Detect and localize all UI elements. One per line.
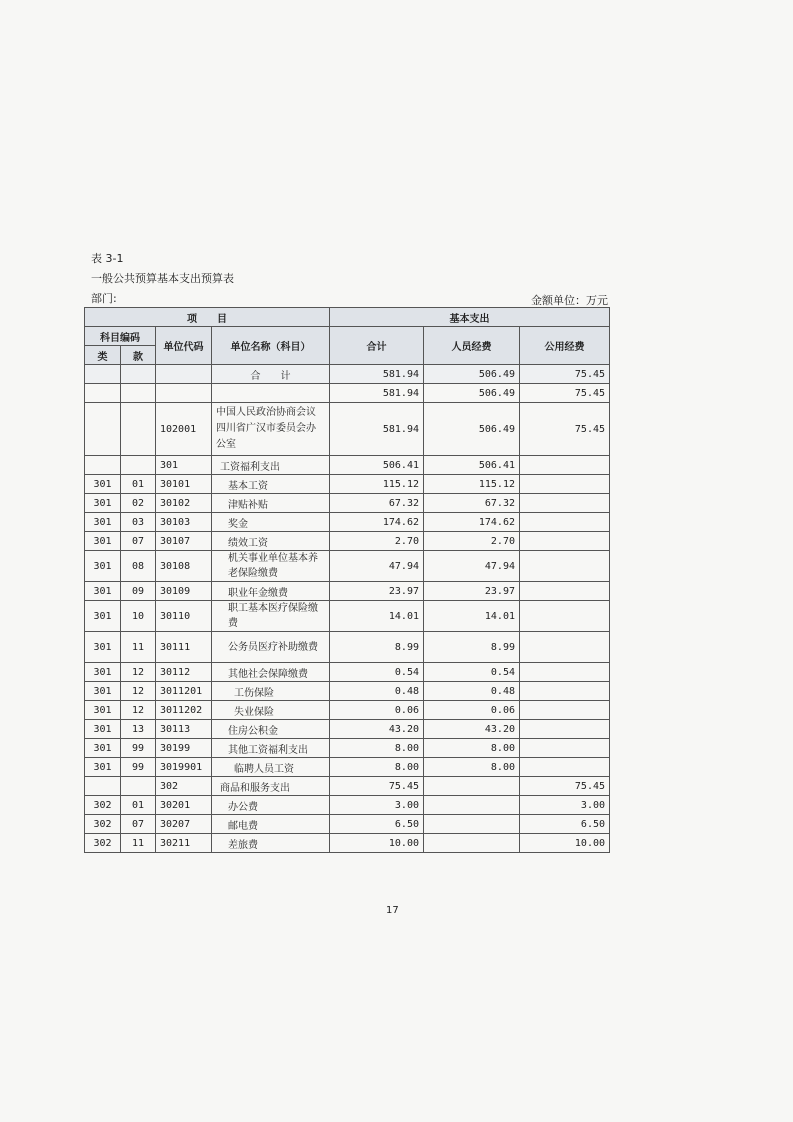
- cell-lei: 301: [85, 720, 121, 739]
- table-row: [85, 475, 610, 494]
- table-row: [85, 384, 610, 403]
- table-row: [85, 663, 610, 682]
- cell-lei: 301: [85, 551, 121, 582]
- cell-total: 43.20: [330, 720, 424, 739]
- cell-code: 30107: [156, 532, 212, 551]
- header-public: 公用经费: [520, 327, 610, 365]
- cell-personnel: 47.94: [424, 551, 520, 582]
- table-row: [85, 365, 610, 384]
- cell-total: 8.99: [330, 632, 424, 663]
- cell-name: 失业保险: [212, 701, 330, 720]
- cell-code: 30101: [156, 475, 212, 494]
- table-row: [85, 682, 610, 701]
- cell-code: 301: [156, 456, 212, 475]
- table-row: [85, 834, 610, 853]
- cell-kuan: [121, 777, 156, 796]
- cell-name: 其他工资福利支出: [212, 739, 330, 758]
- cell-public: 75.45: [520, 384, 610, 403]
- cell-kuan: 02: [121, 494, 156, 513]
- cell-name: 职业年金缴费: [212, 582, 330, 601]
- cell-code: [156, 384, 212, 403]
- header-subject-code: 科目编码: [85, 327, 156, 346]
- cell-total: 67.32: [330, 494, 424, 513]
- cell-code: 30102: [156, 494, 212, 513]
- cell-public: 6.50: [520, 815, 610, 834]
- table-row: [85, 582, 610, 601]
- cell-personnel: [424, 796, 520, 815]
- cell-code: 302: [156, 777, 212, 796]
- cell-lei: 301: [85, 601, 121, 632]
- cell-name: 邮电费: [212, 815, 330, 834]
- cell-kuan: 12: [121, 663, 156, 682]
- cell-total: 581.94: [330, 365, 424, 384]
- header-lei: 类: [85, 346, 121, 365]
- cell-total: 14.01: [330, 601, 424, 632]
- cell-personnel: 0.48: [424, 682, 520, 701]
- cell-public: [520, 456, 610, 475]
- cell-code: 3019901: [156, 758, 212, 777]
- cell-personnel: 506.49: [424, 403, 520, 456]
- cell-personnel: [424, 777, 520, 796]
- cell-lei: 301: [85, 475, 121, 494]
- cell-name: 差旅费: [212, 834, 330, 853]
- cell-personnel: 8.00: [424, 758, 520, 777]
- cell-total: 10.00: [330, 834, 424, 853]
- cell-kuan: 11: [121, 834, 156, 853]
- cell-kuan: 07: [121, 532, 156, 551]
- cell-name: 商品和服务支出: [212, 777, 330, 796]
- cell-name: 住房公积金: [212, 720, 330, 739]
- cell-name: 公务员医疗补助缴费: [212, 632, 330, 663]
- cell-kuan: 12: [121, 682, 156, 701]
- cell-total: 506.41: [330, 456, 424, 475]
- cell-kuan: 99: [121, 739, 156, 758]
- cell-name: 绩效工资: [212, 532, 330, 551]
- cell-kuan: 03: [121, 513, 156, 532]
- cell-code: 30112: [156, 663, 212, 682]
- cell-personnel: 115.12: [424, 475, 520, 494]
- cell-code: 30108: [156, 551, 212, 582]
- cell-lei: 301: [85, 663, 121, 682]
- amount-unit: 金额单位：万元: [531, 294, 608, 307]
- header-unit-code: 单位代码: [156, 327, 212, 365]
- cell-personnel: 506.49: [424, 384, 520, 403]
- header-kuan: 款: [121, 346, 156, 365]
- cell-public: [520, 551, 610, 582]
- cell-kuan: 09: [121, 582, 156, 601]
- table-label: 表 3-1: [91, 252, 124, 265]
- cell-code: 3011201: [156, 682, 212, 701]
- cell-kuan: 12: [121, 701, 156, 720]
- cell-kuan: 08: [121, 551, 156, 582]
- cell-code: 3011202: [156, 701, 212, 720]
- cell-lei: 301: [85, 582, 121, 601]
- cell-personnel: [424, 834, 520, 853]
- cell-total: 8.00: [330, 739, 424, 758]
- cell-name: 职工基本医疗保险缴费: [212, 601, 330, 632]
- table-row: [85, 777, 610, 796]
- cell-code: 30110: [156, 601, 212, 632]
- cell-personnel: 23.97: [424, 582, 520, 601]
- cell-personnel: 14.01: [424, 601, 520, 632]
- cell-personnel: 506.41: [424, 456, 520, 475]
- cell-lei: [85, 403, 121, 456]
- cell-kuan: 01: [121, 796, 156, 815]
- cell-kuan: [121, 456, 156, 475]
- table-row: [85, 815, 610, 834]
- table-row: [85, 796, 610, 815]
- cell-public: [520, 663, 610, 682]
- cell-total: 75.45: [330, 777, 424, 796]
- cell-lei: 302: [85, 796, 121, 815]
- cell-public: [520, 758, 610, 777]
- cell-public: [520, 739, 610, 758]
- cell-code: 30207: [156, 815, 212, 834]
- table-row: [85, 701, 610, 720]
- cell-personnel: 2.70: [424, 532, 520, 551]
- cell-lei: 302: [85, 834, 121, 853]
- cell-code: 30109: [156, 582, 212, 601]
- table-row: [85, 403, 610, 456]
- cell-name: 临聘人员工资: [212, 758, 330, 777]
- cell-total: 23.97: [330, 582, 424, 601]
- table-row: [85, 739, 610, 758]
- cell-kuan: 99: [121, 758, 156, 777]
- cell-name: 中国人民政治协商会议四川省广汉市委员会办公室: [212, 403, 330, 456]
- cell-public: [520, 632, 610, 663]
- cell-name: 工伤保险: [212, 682, 330, 701]
- cell-lei: 301: [85, 682, 121, 701]
- cell-name: 基本工资: [212, 475, 330, 494]
- table-row: [85, 601, 610, 632]
- table-row: [85, 456, 610, 475]
- cell-total: 174.62: [330, 513, 424, 532]
- cell-code: 30199: [156, 739, 212, 758]
- cell-public: 75.45: [520, 365, 610, 384]
- cell-public: [520, 494, 610, 513]
- cell-public: [520, 720, 610, 739]
- cell-total: 581.94: [330, 403, 424, 456]
- cell-personnel: 174.62: [424, 513, 520, 532]
- cell-kuan: [121, 403, 156, 456]
- cell-kuan: 10: [121, 601, 156, 632]
- cell-name: [212, 384, 330, 403]
- cell-lei: 301: [85, 532, 121, 551]
- cell-public: 3.00: [520, 796, 610, 815]
- cell-lei: 301: [85, 513, 121, 532]
- cell-name: 办公费: [212, 796, 330, 815]
- table-row: [85, 532, 610, 551]
- cell-total: 0.06: [330, 701, 424, 720]
- cell-lei: [85, 456, 121, 475]
- cell-public: 10.00: [520, 834, 610, 853]
- cell-lei: 302: [85, 815, 121, 834]
- table-row: [85, 494, 610, 513]
- cell-lei: 301: [85, 494, 121, 513]
- header-unit-name: 单位名称（科目）: [212, 327, 330, 365]
- cell-total: 0.48: [330, 682, 424, 701]
- cell-total: 0.54: [330, 663, 424, 682]
- cell-public: [520, 475, 610, 494]
- cell-code: 30201: [156, 796, 212, 815]
- cell-total: 47.94: [330, 551, 424, 582]
- cell-public: [520, 582, 610, 601]
- cell-total: 3.00: [330, 796, 424, 815]
- cell-name: 奖金: [212, 513, 330, 532]
- cell-personnel: 8.00: [424, 739, 520, 758]
- cell-personnel: 8.99: [424, 632, 520, 663]
- cell-name: 机关事业单位基本养老保险缴费: [212, 551, 330, 582]
- cell-public: [520, 701, 610, 720]
- header-basic-expenditure: 基本支出: [330, 308, 610, 327]
- cell-personnel: 67.32: [424, 494, 520, 513]
- cell-lei: [85, 384, 121, 403]
- cell-code: 30103: [156, 513, 212, 532]
- cell-kuan: 07: [121, 815, 156, 834]
- cell-public: [520, 532, 610, 551]
- page-number: 17: [386, 905, 399, 916]
- cell-personnel: 43.20: [424, 720, 520, 739]
- budget-table: [84, 307, 610, 853]
- cell-total: 115.12: [330, 475, 424, 494]
- table-row: [85, 720, 610, 739]
- header-total: 合计: [330, 327, 424, 365]
- cell-public: 75.45: [520, 403, 610, 456]
- cell-total: 8.00: [330, 758, 424, 777]
- cell-name: 合 计: [212, 365, 330, 384]
- cell-public: 75.45: [520, 777, 610, 796]
- cell-code: [156, 365, 212, 384]
- cell-kuan: [121, 384, 156, 403]
- department-label: 部门:: [91, 292, 117, 305]
- table-row: [85, 513, 610, 532]
- cell-public: [520, 682, 610, 701]
- cell-name: 其他社会保障缴费: [212, 663, 330, 682]
- cell-lei: 301: [85, 739, 121, 758]
- cell-name: 工资福利支出: [212, 456, 330, 475]
- cell-lei: [85, 365, 121, 384]
- cell-kuan: 13: [121, 720, 156, 739]
- cell-personnel: [424, 815, 520, 834]
- cell-personnel: 0.54: [424, 663, 520, 682]
- cell-lei: 301: [85, 701, 121, 720]
- cell-kuan: 01: [121, 475, 156, 494]
- table-title: 一般公共预算基本支出预算表: [91, 272, 234, 285]
- cell-total: 581.94: [330, 384, 424, 403]
- cell-kuan: 11: [121, 632, 156, 663]
- cell-lei: 301: [85, 758, 121, 777]
- header-personnel: 人员经费: [424, 327, 520, 365]
- header-item: 项 目: [85, 308, 330, 327]
- cell-name: 津贴补贴: [212, 494, 330, 513]
- cell-total: 2.70: [330, 532, 424, 551]
- cell-code: 30211: [156, 834, 212, 853]
- cell-kuan: [121, 365, 156, 384]
- cell-code: 30111: [156, 632, 212, 663]
- cell-code: 102001: [156, 403, 212, 456]
- cell-lei: [85, 777, 121, 796]
- cell-total: 6.50: [330, 815, 424, 834]
- cell-personnel: 506.49: [424, 365, 520, 384]
- table-row: [85, 632, 610, 663]
- cell-lei: 301: [85, 632, 121, 663]
- table-row: [85, 758, 610, 777]
- cell-public: [520, 513, 610, 532]
- table-row: [85, 551, 610, 582]
- cell-public: [520, 601, 610, 632]
- cell-personnel: 0.06: [424, 701, 520, 720]
- cell-code: 30113: [156, 720, 212, 739]
